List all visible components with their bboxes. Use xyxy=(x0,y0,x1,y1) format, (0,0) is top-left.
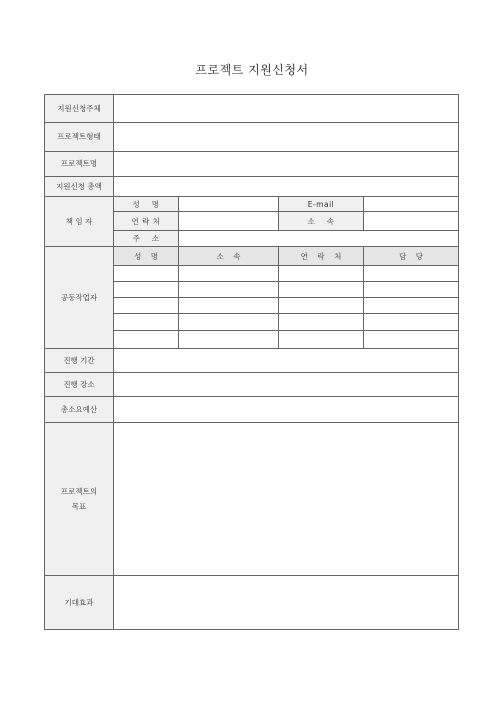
coworker-name-cell[interactable] xyxy=(114,330,179,348)
label-coworkers: 공동작업자 xyxy=(45,247,114,349)
field-type[interactable] xyxy=(114,122,459,152)
coworker-header-name: 성 명 xyxy=(114,247,179,266)
label-place: 진행 장소 xyxy=(45,372,114,397)
coworker-header-role: 담 당 xyxy=(364,247,459,266)
label-amount: 지원신청 총액 xyxy=(45,176,114,196)
manager-name-field[interactable] xyxy=(179,197,279,212)
manager-email-label: E-mail xyxy=(279,197,364,212)
row-effect xyxy=(45,575,459,629)
coworker-role-cell[interactable] xyxy=(364,298,459,314)
label-type: 프로젝트형태 xyxy=(45,122,114,152)
coworker-contact-cell[interactable] xyxy=(279,281,364,297)
coworker-name-cell[interactable] xyxy=(114,281,179,297)
field-amount[interactable] xyxy=(114,176,459,196)
coworker-role-cell[interactable] xyxy=(364,314,459,330)
manager-contact-field[interactable] xyxy=(179,212,279,230)
coworker-affiliation-cell[interactable] xyxy=(179,330,279,348)
row-type xyxy=(45,122,459,152)
coworker-affiliation-cell[interactable] xyxy=(179,266,279,281)
row-project-name xyxy=(45,152,459,177)
label-subject: 지원신청주체 xyxy=(45,95,114,123)
field-project-name[interactable] xyxy=(114,152,459,177)
field-place[interactable] xyxy=(114,372,459,397)
row-coworker-header xyxy=(45,247,459,266)
manager-name-label: 성 명 xyxy=(114,197,179,212)
manager-affiliation-field[interactable] xyxy=(364,212,459,230)
label-project-name: 프로젝트명 xyxy=(45,152,114,177)
label-goal: 프로젝트의 목표 xyxy=(45,422,114,575)
row-subject xyxy=(45,95,459,123)
label-effect: 기대효과 xyxy=(45,575,114,629)
coworker-contact-cell[interactable] xyxy=(279,266,364,281)
row-goal xyxy=(45,422,459,575)
manager-contact-label: 연 락 처 xyxy=(114,212,179,230)
row-budget xyxy=(45,397,459,423)
coworker-role-cell[interactable] xyxy=(364,266,459,281)
coworker-name-cell[interactable] xyxy=(114,314,179,330)
coworker-name-cell[interactable] xyxy=(114,298,179,314)
coworker-affiliation-cell[interactable] xyxy=(179,298,279,314)
coworker-contact-cell[interactable] xyxy=(279,298,364,314)
coworker-affiliation-cell[interactable] xyxy=(179,281,279,297)
coworker-header-contact: 연 락 처 xyxy=(279,247,364,266)
coworker-name-cell[interactable] xyxy=(114,266,179,281)
field-goal[interactable] xyxy=(114,422,459,575)
label-period: 진행 기간 xyxy=(45,349,114,372)
row-manager-1 xyxy=(45,197,459,212)
coworker-contact-cell[interactable] xyxy=(279,330,364,348)
field-budget[interactable] xyxy=(114,397,459,423)
coworker-contact-cell[interactable] xyxy=(279,314,364,330)
field-period[interactable] xyxy=(114,349,459,372)
coworker-role-cell[interactable] xyxy=(364,330,459,348)
application-form-table xyxy=(44,94,459,630)
label-manager: 책 임 자 xyxy=(45,197,114,247)
row-period xyxy=(45,349,459,372)
manager-address-label: 주 소 xyxy=(114,230,179,246)
row-amount xyxy=(45,176,459,196)
manager-email-field[interactable] xyxy=(364,197,459,212)
manager-address-field[interactable] xyxy=(179,230,459,246)
field-effect[interactable] xyxy=(114,575,459,629)
coworker-role-cell[interactable] xyxy=(364,281,459,297)
row-place xyxy=(45,372,459,397)
coworker-header-affiliation: 소 속 xyxy=(179,247,279,266)
label-budget: 총소요예산 xyxy=(45,397,114,423)
document-title: 프로젝트 지원신청서 xyxy=(195,63,309,77)
coworker-affiliation-cell[interactable] xyxy=(179,314,279,330)
manager-affiliation-label: 소 속 xyxy=(279,212,364,230)
field-subject[interactable] xyxy=(114,95,459,123)
